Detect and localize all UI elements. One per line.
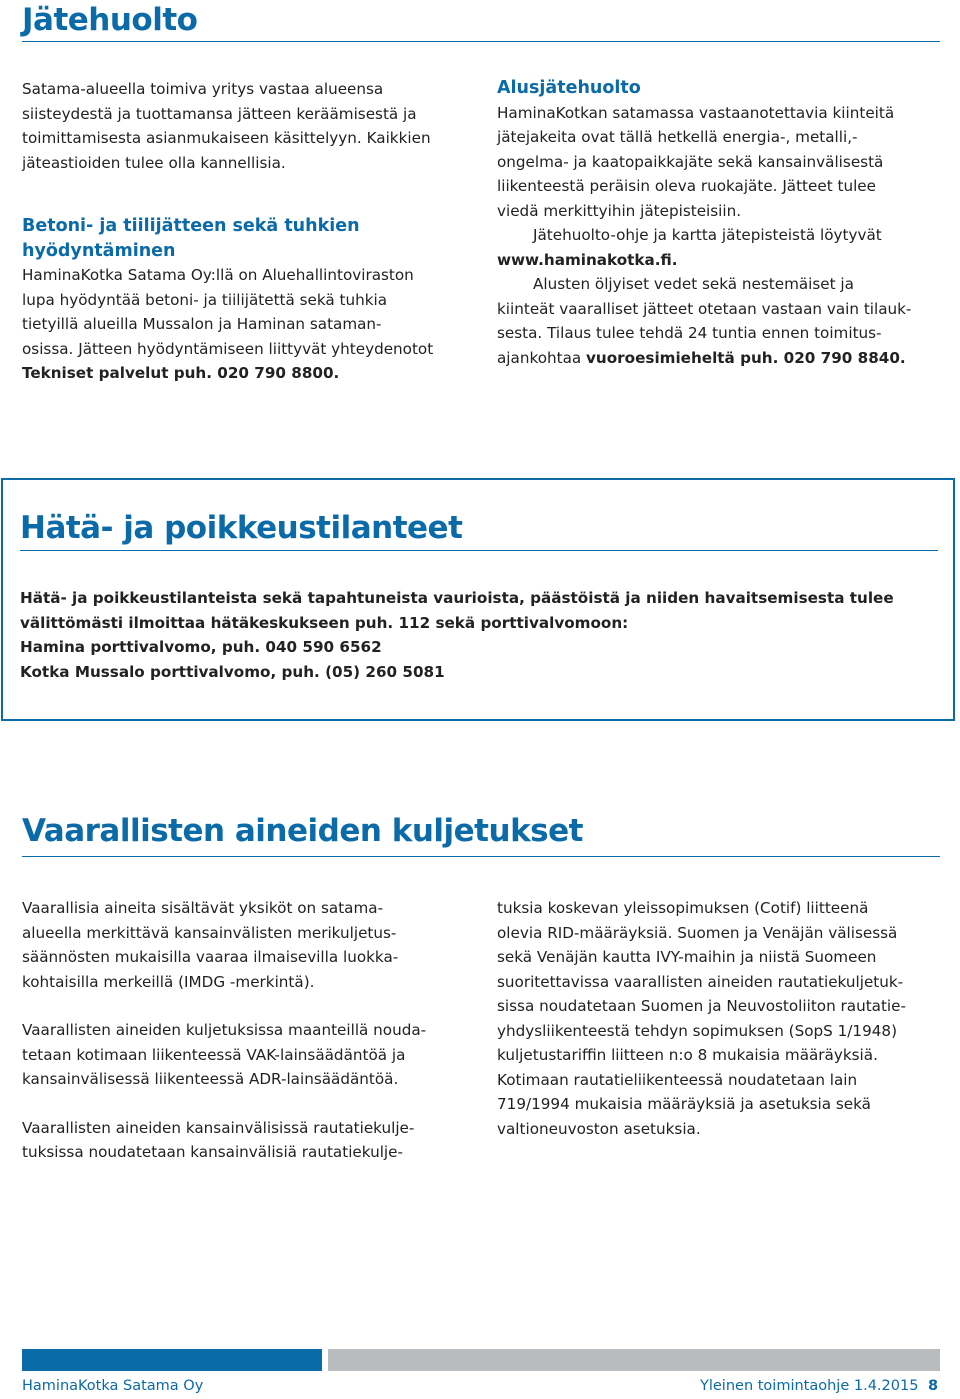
- dg-left-line: alueella merkittävä kansainvälisten merikuljetus-: [22, 923, 397, 942]
- alus-line: liikenteestä peräisin oleva ruokajäte. Jätteet tulee: [497, 177, 876, 195]
- emergency-line: Kotka Mussalo porttivalvomo, puh. (05) 260 5081: [20, 662, 445, 681]
- dg-right-line: suoritettavissa vaarallisten aineiden rautatiekuljetuk-: [497, 972, 904, 991]
- dg-right-line: sekä Venäjän kautta IVY-maihin ja niistä Suomeen: [497, 948, 877, 966]
- intro-line: siisteydestä ja tuottamansa jätteen keräämisestä ja: [22, 104, 417, 123]
- emergency-rule: [20, 550, 938, 551]
- dg-left-line: säännösten mukaisilla vaaraa ilmaisevilla luokka-: [22, 948, 399, 966]
- intro-line: jäteastioiden tulee olla kannellisia.: [22, 153, 286, 172]
- footer-bar-blue: [22, 1349, 322, 1371]
- intro-line: toimittamisesta asianmukaiseen käsittelyyn. Kaikkien: [22, 129, 431, 147]
- alus-oil-line: Alusten öljyiset vedet sekä nestemäiset ja: [533, 275, 854, 293]
- alus-line: ongelma- ja kaatopaikkajäte sekä kansainvälisestä: [497, 152, 884, 171]
- dangerous-goods-rule: [22, 856, 940, 857]
- dg-right-line: tuksia koskevan yleissopimuksen (Cotif) liitteenä: [497, 899, 869, 917]
- alus-oil-line: kiinteät vaaralliset jätteet otetaan vastaan vain tilauk-: [497, 299, 912, 318]
- dg-right-line: olevia RID-määräyksiä. Suomen ja Venäjän välisessä: [497, 923, 898, 942]
- emergency-line: Hamina porttivalvomo, puh. 040 590 6562: [20, 638, 382, 656]
- website-link[interactable]: www.haminakotka.fi.: [497, 250, 678, 269]
- dg-right-line: yhdysliikenteestä tehdyn sopimuksen (SopS 1/1948): [497, 1021, 897, 1040]
- alus-oil-contact: vuoroesimieheltä puh. 020 790 8840.: [586, 348, 906, 367]
- footer-company: HaminaKotka Satama Oy: [22, 1378, 204, 1394]
- section-title-dangerous-goods: Vaarallisten aineiden kuljetukset: [22, 813, 583, 849]
- footer-page-number: 8: [928, 1378, 939, 1394]
- alus-link-line: Jätehuolto-ohje ja kartta jätepisteistä löytyvät: [533, 226, 882, 244]
- betoni-line: tietyillä alueilla Mussalon ja Haminan sataman-: [22, 315, 382, 333]
- betoni-line: osissa. Jätteen hyödyntämiseen liittyvät yhteydenotot: [22, 339, 434, 358]
- dg-right-line: valtioneuvoston asetuksia.: [497, 1119, 701, 1138]
- emergency-line: Hätä- ja poikkeustilanteista sekä tapahtuneista vaurioista, päästöistä ja niiden havaitsemisesta tulee: [20, 589, 894, 607]
- subheading-betoni: Betoni- ja tiilijätteen sekä tuhkien: [22, 216, 360, 236]
- footer-bar-gray: [328, 1349, 940, 1371]
- betoni-line: lupa hyödyntää betoni- ja tiilijätettä sekä tuhkia: [22, 290, 388, 309]
- dg-left-line: tuksissa noudatetaan kansainvälisiä rautatiekulje-: [22, 1143, 403, 1161]
- dg-left-line: Vaarallisten aineiden kansainvälisissä rautatiekulje-: [22, 1118, 415, 1137]
- emergency-text: [20, 586, 935, 684]
- alus-oil-line: sesta. Tilaus tulee tehdä 24 tuntia ennen toimitus-: [497, 324, 882, 342]
- betoni-line: HaminaKotka Satama Oy:llä on Aluehallintoviraston: [22, 266, 414, 284]
- intro-line: Satama-alueella toimiva yritys vastaa alueensa: [22, 80, 384, 98]
- alus-line: viedä merkittyihin jätepisteisiin.: [497, 201, 742, 220]
- subheading-betoni: hyödyntäminen: [22, 240, 176, 261]
- left-column-dangerous-goods: [22, 896, 472, 1165]
- right-column-dangerous-goods: [497, 896, 942, 1141]
- dg-left-line: kansainvälisessä liikenteessä ADR-lainsäädäntöä.: [22, 1070, 399, 1088]
- betoni-contact: Tekniset palvelut puh. 020 790 8800.: [22, 364, 340, 382]
- dg-right-line: sissa noudatetaan Suomen ja Neuvostoliiton rautatie-: [497, 997, 906, 1015]
- dg-right-line: kuljetustariffin liitteen n:o 8 mukaisia määräyksiä.: [497, 1046, 878, 1064]
- section-title-jatehuolto: Jätehuolto: [22, 2, 198, 38]
- footer-document: Yleinen toimintaohje 1.4.2015: [700, 1378, 919, 1394]
- subheading-alusjatehuolto: Alusjätehuolto: [497, 78, 641, 98]
- section-title-emergency: Hätä- ja poikkeustilanteet: [20, 510, 463, 546]
- alus-oil-contact-line: [497, 346, 942, 371]
- alus-oil-pre: ajankohtaa: [497, 348, 587, 367]
- dg-right-line: Kotimaan rautatieliikenteessä noudatetaan lain: [497, 1070, 858, 1089]
- dg-left-line: kohtaisilla merkeillä (IMDG -merkintä).: [22, 972, 315, 991]
- dg-left-line: Vaarallisten aineiden kuljetuksissa maanteillä nouda-: [22, 1021, 427, 1039]
- dg-right-line: 719/1994 mukaisia määräyksiä ja asetuksia sekä: [497, 1095, 871, 1113]
- title-rule: [22, 41, 940, 42]
- right-column-alusjatehuolto: [497, 76, 942, 370]
- left-column-jatehuolto: [22, 77, 462, 386]
- dg-left-line: tetaan kotimaan liikenteessä VAK-lainsäädäntöä ja: [22, 1045, 406, 1064]
- dg-left-line: Vaarallisia aineita sisältävät yksiköt on satama-: [22, 899, 384, 917]
- alus-line: HaminaKotkan satamassa vastaanotettavia kiinteitä: [497, 103, 895, 122]
- alus-line: jätejakeita ovat tällä hetkellä energia-, metalli,-: [497, 128, 858, 146]
- emergency-line: välittömästi ilmoittaa hätäkeskukseen puh. 112 sekä porttivalvomoon:: [20, 613, 629, 632]
